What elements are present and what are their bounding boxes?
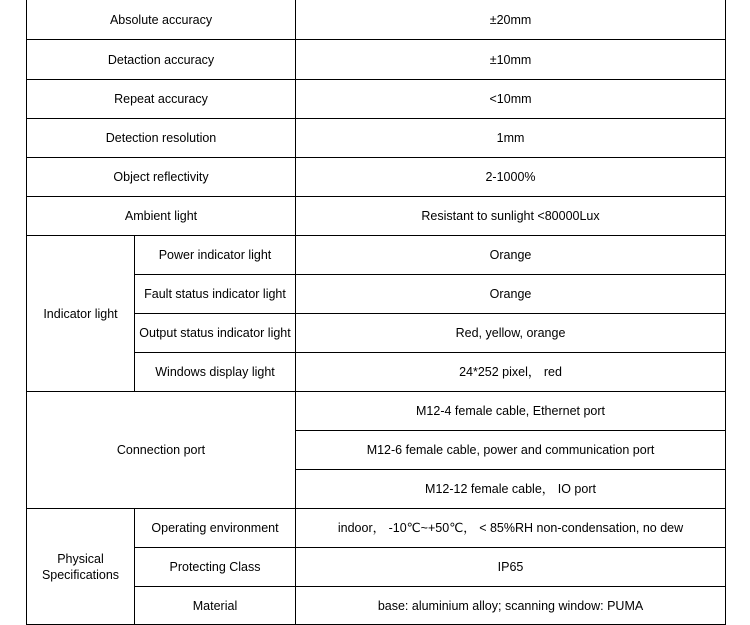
spec-value: 1mm	[296, 119, 726, 158]
table-row	[27, 509, 726, 548]
spec-value: 2-1000%	[296, 158, 726, 197]
spec-label: Operating environment	[135, 509, 296, 548]
spec-value: Orange	[296, 236, 726, 275]
table-row	[27, 392, 726, 431]
physical-specifications-group-label	[27, 509, 135, 625]
spec-label: Ambient light	[27, 197, 296, 236]
spec-label: Object reflectivity	[27, 158, 296, 197]
spec-label: Power indicator light	[135, 236, 296, 275]
spec-label: Material	[135, 587, 296, 625]
spec-value: M12-4 female cable, Ethernet port	[296, 392, 726, 431]
table-row	[27, 197, 726, 236]
spec-value: Orange	[296, 275, 726, 314]
spec-label: Repeat accuracy	[27, 80, 296, 119]
spec-value: M12-12 female cable， IO port	[296, 470, 726, 509]
spec-label: Protecting Class	[135, 548, 296, 587]
group-label-line: Specifications	[41, 567, 120, 582]
table-row	[27, 1, 726, 40]
spec-value: indoor， -10℃~+50℃， < 85%RH non-condensation, no dew	[296, 509, 726, 548]
group-label-line: Physical	[57, 551, 104, 566]
table-row	[27, 119, 726, 158]
table-row	[27, 236, 726, 275]
spec-value: M12-6 female cable, power and communication port	[296, 431, 726, 470]
spec-value: Resistant to sunlight <80000Lux	[296, 197, 726, 236]
spec-value: Red, yellow, orange	[296, 314, 726, 353]
connection-port-group-label: Connection port	[27, 392, 296, 509]
table-row	[27, 158, 726, 197]
spec-label: Fault status indicator light	[135, 275, 296, 314]
spec-label: Detaction accuracy	[27, 40, 296, 80]
spec-value: ±10mm	[296, 40, 726, 80]
spec-label: Absolute accuracy	[27, 1, 296, 40]
specification-table	[26, 0, 726, 625]
spec-value: ±20mm	[296, 1, 726, 40]
spec-value: IP65	[296, 548, 726, 587]
spec-value: <10mm	[296, 80, 726, 119]
indicator-light-group-label: Indicator light	[27, 236, 135, 392]
spec-label: Windows display light	[135, 353, 296, 392]
spec-label: Detection resolution	[27, 119, 296, 158]
spec-label: Output status indicator light	[135, 314, 296, 353]
spec-value: base: aluminium alloy; scanning window: PUMA	[296, 587, 726, 625]
table-row	[27, 80, 726, 119]
spec-value: 24*252 pixel， red	[296, 353, 726, 392]
table-row	[27, 40, 726, 80]
